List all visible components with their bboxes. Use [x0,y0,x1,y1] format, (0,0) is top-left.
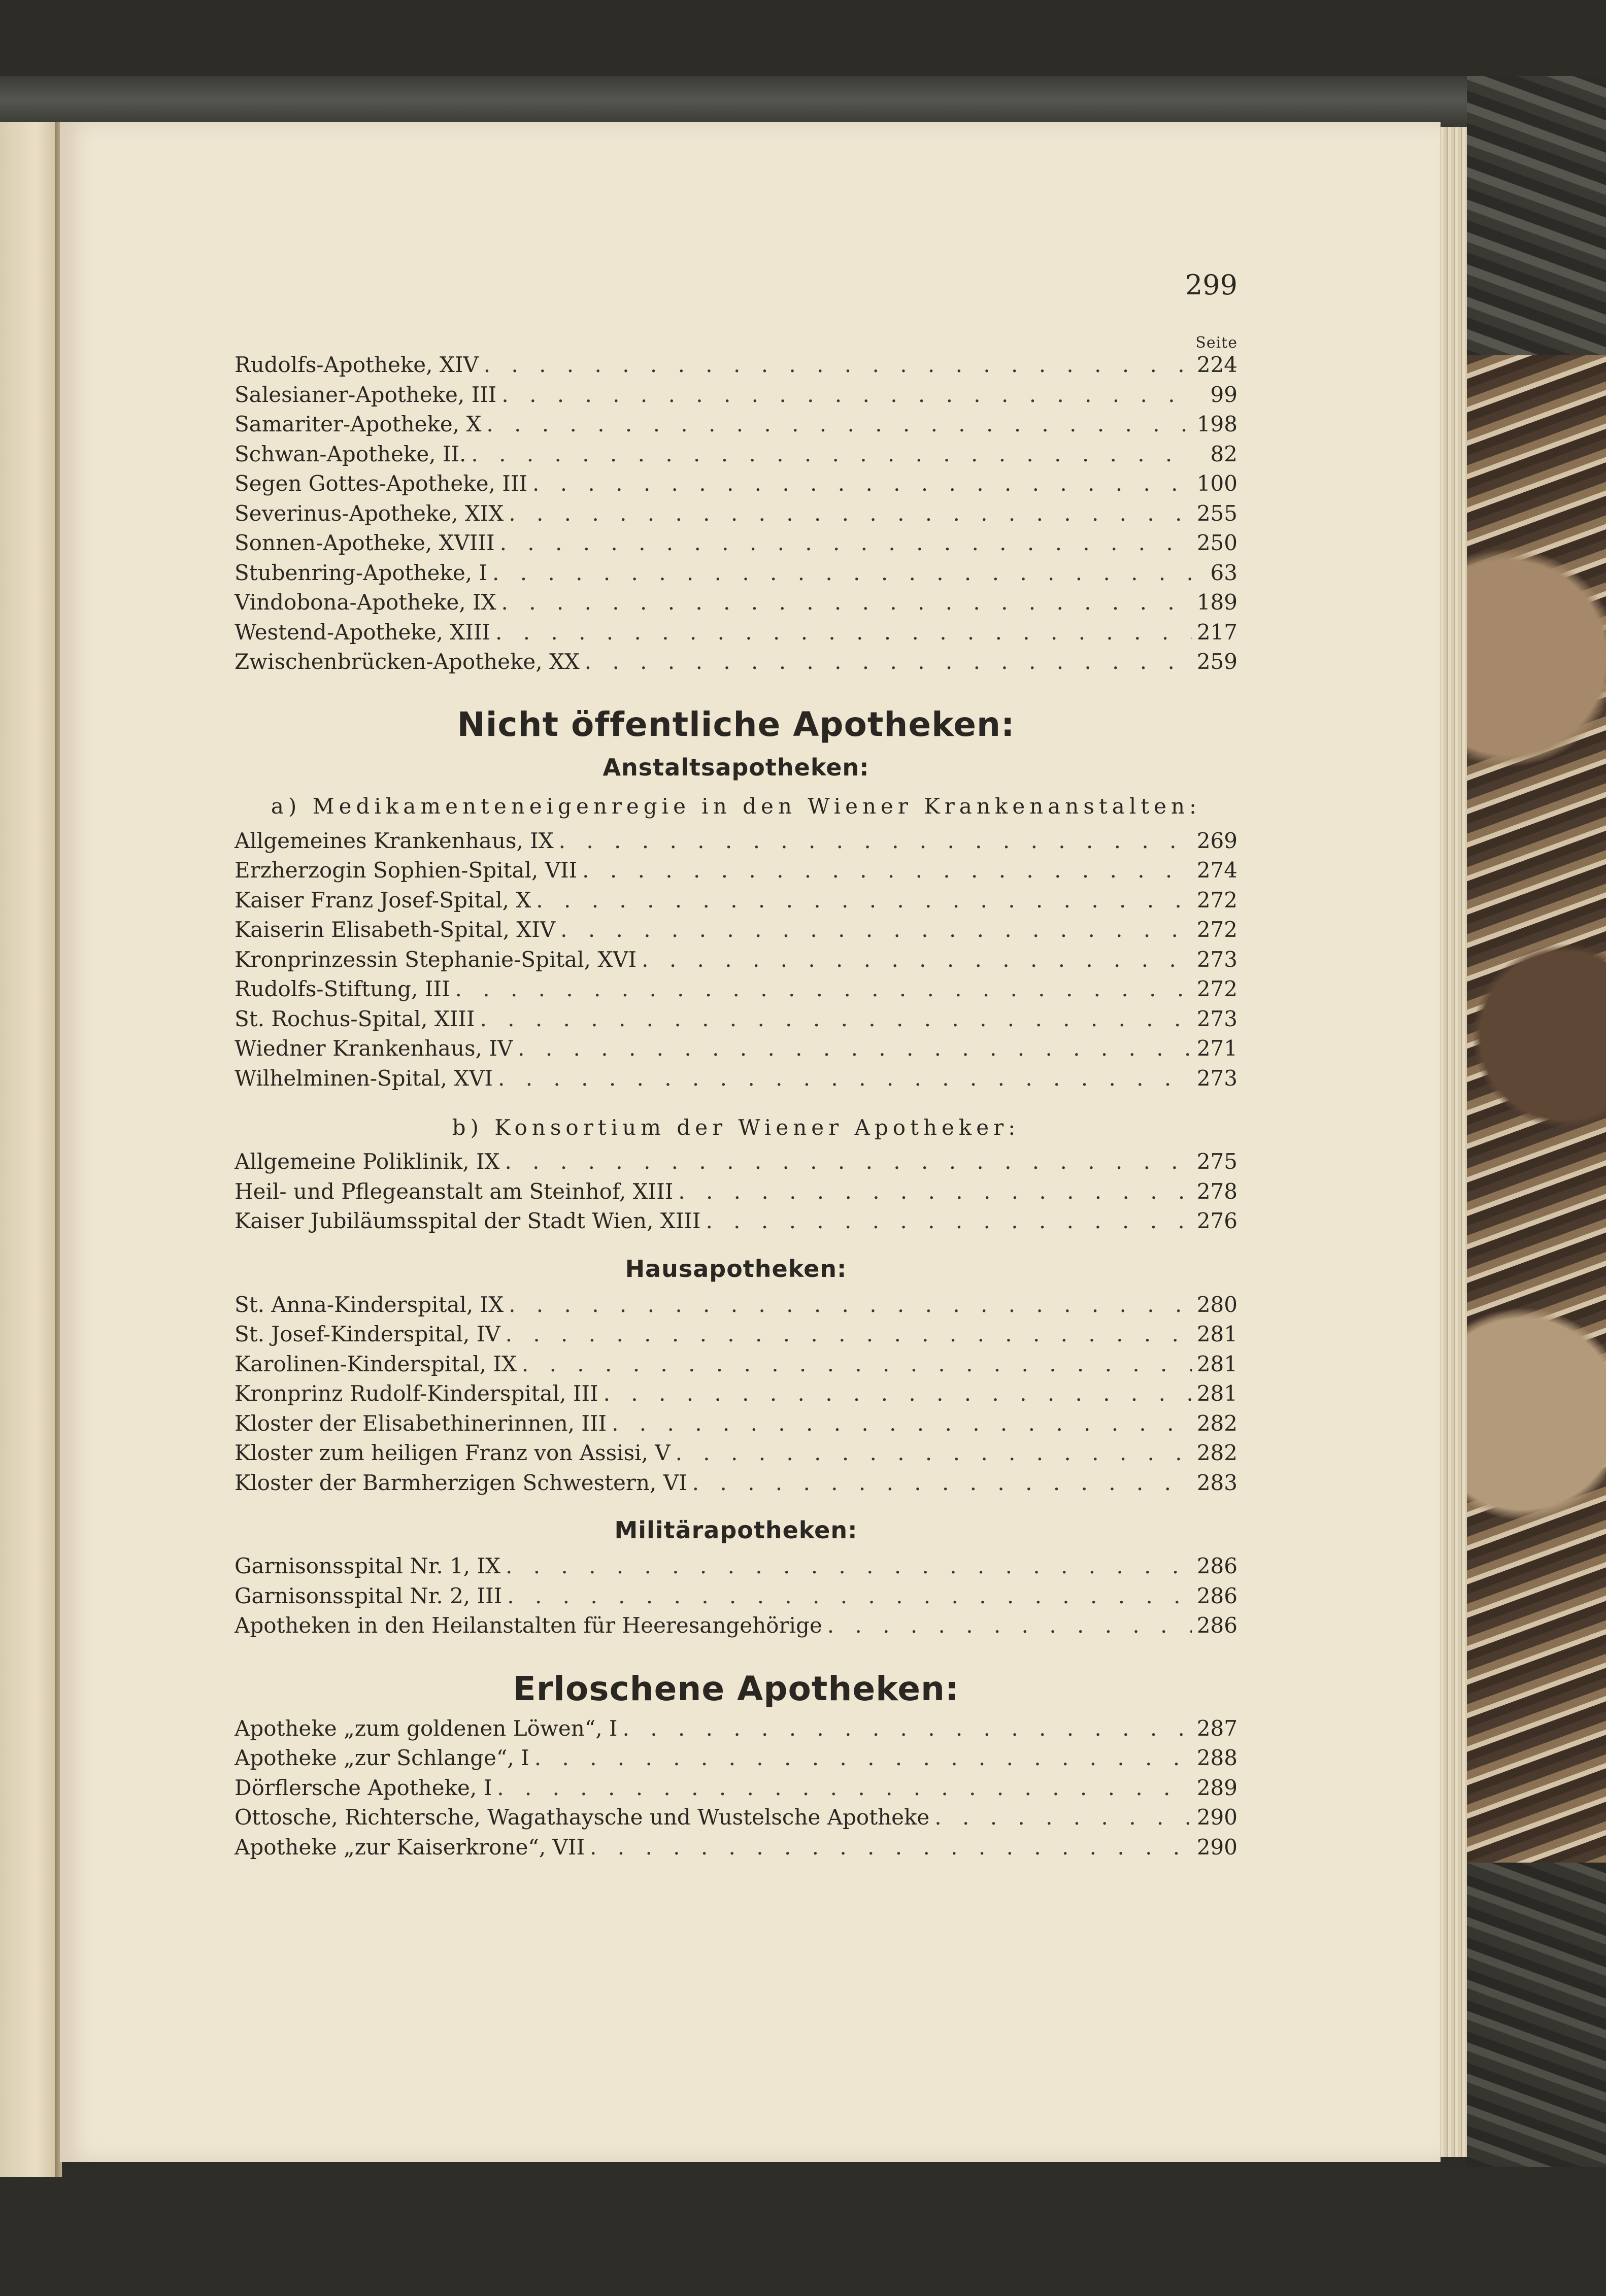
list-item [235,1803,1237,1833]
leader-dots [486,410,1192,440]
leader-dots [497,1773,1192,1803]
leader-dots [506,1551,1192,1581]
entry-name: Apotheke „zum goldenen Löwen“, I [235,1715,618,1741]
entry-name: Kaiser Franz Josef-Spital, X [235,887,531,913]
entry-name: Kloster der Elisabethinerinnen, III [235,1410,607,1436]
leader-dots [582,856,1192,886]
leader-dots [498,1064,1192,1094]
entry-page: 276 [1196,1208,1237,1233]
leader-dots [471,440,1192,469]
entry-name: Kronprinz Rudolf-Kinderspital, III [235,1381,598,1406]
subheading-a: a) Medikamenteneigenregie in den Wiener Krankenanstalten: [271,793,1201,819]
entry-name: Zwischenbrücken-Apotheke, XX [235,649,580,674]
marbled-endpaper [1467,355,1606,1868]
entry-page: 281 [1196,1322,1237,1346]
leader-dots [505,1147,1192,1177]
leader-dots [492,558,1192,588]
list-item [235,1349,1237,1379]
entry-page: 82 [1210,441,1237,466]
entry-page: 289 [1196,1775,1237,1800]
entry-page: 271 [1196,1036,1237,1061]
entry-page: 281 [1196,1381,1237,1406]
leader-dots [501,588,1192,618]
entry-name: Salesianer-Apotheke, III [235,382,497,407]
entry-name: Kronprinzessin Stephanie-Spital, XVI [235,947,637,972]
entry-page: 280 [1196,1292,1237,1317]
entry-page: 282 [1196,1410,1237,1436]
entry-page: 198 [1196,412,1237,436]
entry-page: 63 [1210,560,1237,585]
spine-bottom [1467,1863,1606,2218]
leader-dots [518,1034,1192,1064]
leader-dots [934,1803,1192,1833]
entry-page: 273 [1196,1065,1237,1091]
list-item [235,1409,1237,1439]
leader-dots [522,1349,1192,1379]
list-item [235,1611,1237,1641]
list-item [235,974,1237,1004]
heading-hausapotheken: Hausapotheken: [625,1255,847,1282]
list-item [235,1581,1237,1611]
entry-page: 259 [1196,649,1237,674]
leader-dots [642,945,1192,975]
entry-page: 290 [1196,1805,1237,1830]
leader-dots [509,499,1192,529]
leader-dots [604,1379,1192,1409]
subheading-b: b) Konsortium der Wiener Apotheker: [452,1115,1020,1140]
leader-dots [827,1611,1192,1641]
list-item [235,1743,1237,1773]
list-item [235,410,1237,440]
entry-page: 217 [1196,619,1237,645]
leader-dots [560,915,1192,945]
entry-page: 273 [1196,1006,1237,1031]
entry-name: Sonnen-Apotheke, XVIII [235,530,495,555]
leader-dots [455,974,1192,1004]
entry-page: 286 [1196,1583,1237,1608]
leader-dots [509,1290,1192,1320]
list-item [235,1320,1237,1349]
leader-dots [532,469,1192,499]
entry-page: 273 [1196,947,1237,972]
leader-dots [692,1468,1192,1498]
list-item [235,618,1237,648]
entry-page: 286 [1196,1613,1237,1638]
entry-name: Rudolfs-Apotheke, XIV [235,352,479,377]
entry-name: Wilhelminen-Spital, XVI [235,1065,493,1091]
entry-name: Vindobona-Apotheke, IX [235,590,496,615]
list-item [235,528,1237,558]
leader-dots [484,350,1192,380]
entry-page: 283 [1196,1470,1237,1495]
list-item [235,558,1237,588]
book-bottom-band [0,2167,1606,2296]
list-item [235,1064,1237,1094]
entry-name: Dörflersche Apotheke, I [235,1775,492,1800]
entry-name: Westend-Apotheke, XIII [235,619,490,645]
list-item [235,1833,1237,1863]
list-item [235,1551,1237,1581]
leader-dots [623,1714,1192,1744]
list-item [235,1773,1237,1803]
entry-name: Apotheken in den Heilanstalten für Heeresangehörige [235,1613,822,1638]
leader-dots [559,826,1192,856]
left-page [0,122,60,2177]
leader-dots [507,1581,1192,1611]
page-edges [1436,127,1467,2157]
list-item [235,1206,1237,1236]
entry-page: 272 [1196,917,1237,942]
list-item [235,469,1237,499]
entry-name: Kaiser Jubiläumsspital der Stadt Wien, XIII [235,1208,701,1233]
entry-name: Wiedner Krankenhaus, IV [235,1036,513,1061]
entry-name: Apotheke „zur Schlange“, I [235,1745,529,1770]
entry-page: 250 [1196,530,1237,555]
leader-dots [612,1409,1192,1439]
list-item [235,1379,1237,1409]
entry-name: Severinus-Apotheke, XIX [235,500,504,526]
leader-dots [495,618,1192,648]
list-konsortium [235,1147,1237,1236]
entry-name: Kloster zum heiligen Franz von Assisi, V [235,1440,671,1465]
heading-erloschene: Erloschene Apotheken: [513,1669,959,1708]
entry-name: Rudolfs-Stiftung, III [235,976,450,1001]
entry-name: Garnisonsspital Nr. 2, III [235,1583,503,1608]
list-item [235,1714,1237,1744]
entry-page: 99 [1210,382,1237,407]
list-item [235,380,1237,410]
entry-page: 274 [1196,858,1237,883]
entry-name: Karolinen-Kinderspital, IX [235,1351,517,1376]
entry-name: Schwan-Apotheke, II. [235,441,466,466]
entry-name: St. Rochus-Spital, XIII [235,1006,475,1031]
leader-dots [678,1177,1192,1207]
list-item [235,588,1237,618]
list-eigenregie [235,826,1237,1094]
list-item [235,826,1237,856]
heading-militaerapotheken: Militärapotheken: [614,1516,858,1544]
entry-name: Samariter-Apotheke, X [235,412,482,436]
entry-name: Allgemeines Krankenhaus, IX [235,828,554,853]
entry-name: Allgemeine Poliklinik, IX [235,1149,500,1174]
entry-name: Ottosche, Richtersche, Wagathaysche und Wustelsche Apotheke [235,1805,930,1830]
leader-dots [480,1004,1192,1034]
list-item [235,915,1237,945]
entry-name: Stubenring-Apotheke, I [235,560,488,585]
leader-dots [706,1206,1192,1236]
list-militaerapotheken [235,1551,1237,1641]
leader-dots [676,1438,1192,1468]
entry-page: 272 [1196,887,1237,913]
list-item [235,1034,1237,1064]
heading-nicht-oeffentliche: Nicht öffentliche Apotheken: [457,704,1015,744]
entry-page: 281 [1196,1351,1237,1376]
entry-name: Segen Gottes-Apotheke, III [235,471,528,496]
entry-page: 282 [1196,1440,1237,1465]
entry-page: 255 [1196,500,1237,526]
list-item [235,945,1237,975]
list-item [235,1004,1237,1034]
entry-name: Garnisonsspital Nr. 1, IX [235,1554,500,1578]
leader-dots [585,647,1192,677]
leader-dots [500,528,1192,558]
entry-page: 189 [1196,590,1237,615]
list-item [235,1177,1237,1207]
list-hausapotheken [235,1290,1237,1498]
heading-anstaltsapotheken: Anstaltsapotheken: [603,753,869,781]
entry-name: Heil- und Pflegeanstalt am Steinhof, XIII [235,1178,674,1204]
list-public-apotheken [235,350,1237,677]
list-erloschene [235,1714,1237,1863]
spine-top [1467,76,1606,360]
entry-name: St. Anna-Kinderspital, IX [235,1292,504,1317]
entry-page: 287 [1196,1715,1237,1741]
entry-page: 278 [1196,1178,1237,1204]
leader-dots [501,380,1192,410]
leader-dots [536,886,1192,916]
entry-name: Erzherzogin Sophien-Spital, VII [235,858,578,883]
list-item [235,1468,1237,1498]
list-item [235,886,1237,916]
list-item [235,1147,1237,1177]
entry-page: 275 [1196,1149,1237,1174]
entry-page: 224 [1196,352,1237,377]
entry-page: 290 [1196,1834,1237,1860]
list-item [235,1438,1237,1468]
seite-column-header: Seite [1195,334,1237,352]
entry-name: Apotheke „zur Kaiserkrone“, VII [235,1834,585,1860]
leader-dots [506,1320,1192,1349]
list-item [235,499,1237,529]
entry-page: 100 [1196,471,1237,496]
list-item [235,1290,1237,1320]
entry-name: St. Josef-Kinderspital, IV [235,1322,500,1346]
list-item [235,856,1237,886]
entry-name: Kloster der Barmherzigen Schwestern, VI [235,1470,687,1495]
list-item [235,440,1237,469]
leader-dots [590,1833,1192,1863]
entry-page: 286 [1196,1554,1237,1578]
list-item [235,350,1237,380]
index-content [235,350,1237,1862]
entry-page: 269 [1196,828,1237,853]
entry-page: 288 [1196,1745,1237,1770]
entry-page: 272 [1196,976,1237,1001]
page-number: 299 [1185,269,1237,301]
leader-dots [534,1743,1192,1773]
list-item [235,647,1237,677]
entry-name: Kaiserin Elisabeth-Spital, XIV [235,917,556,942]
